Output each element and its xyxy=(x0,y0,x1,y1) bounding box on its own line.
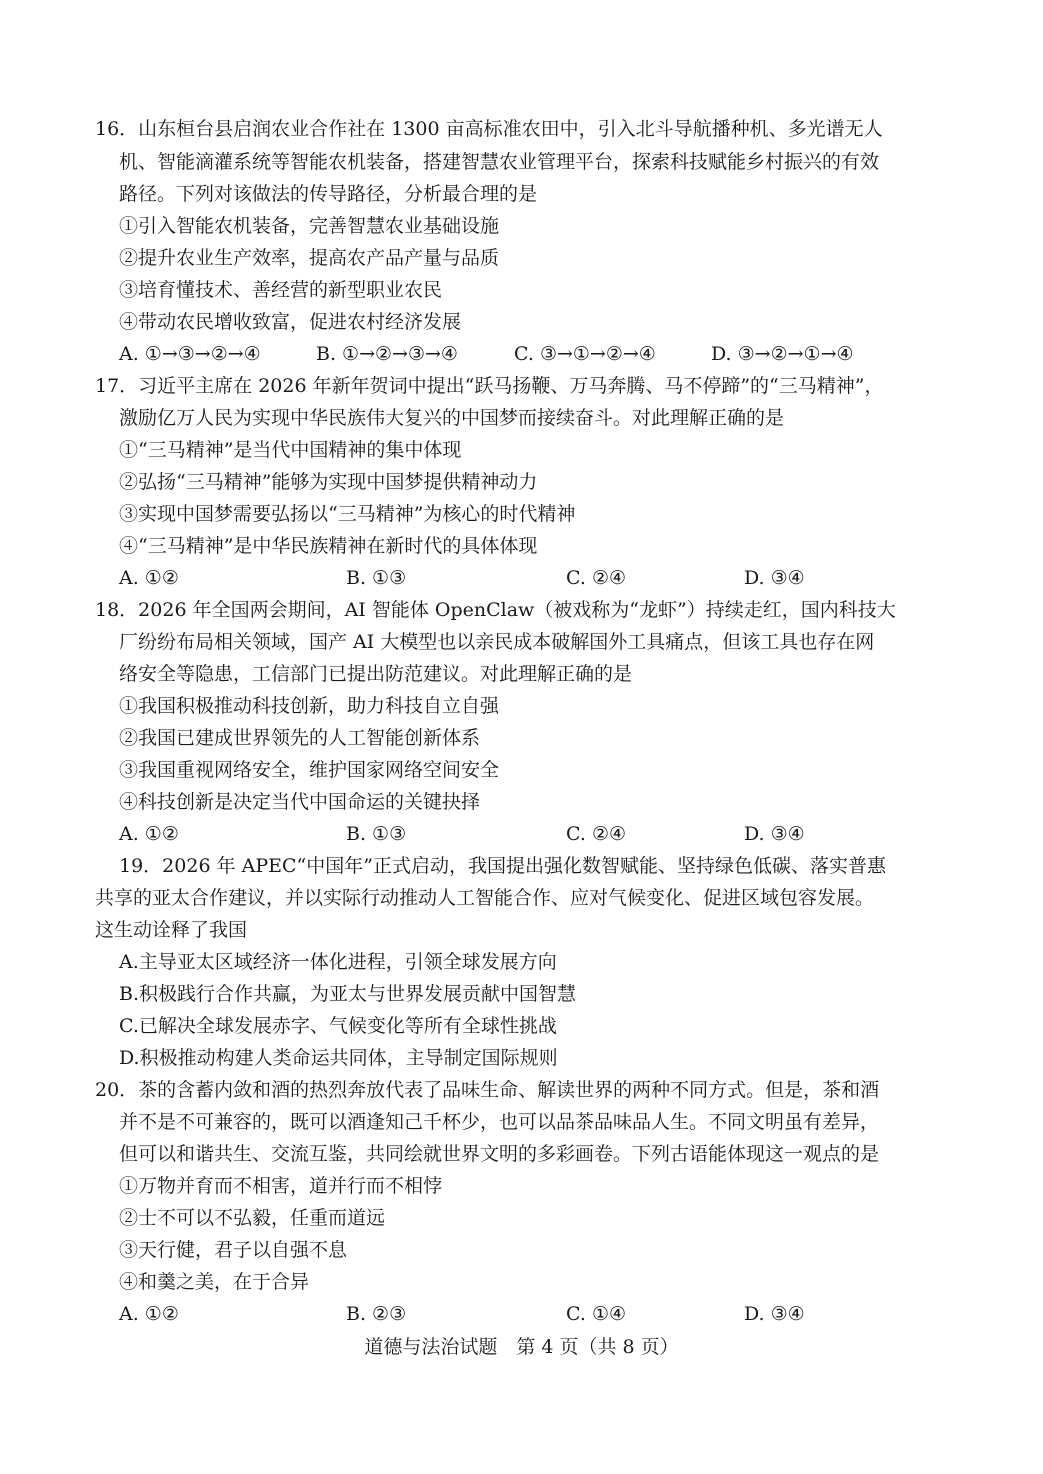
q16-item-3: ③培育懂技术、善经营的新型职业农民 xyxy=(119,279,443,301)
q20-option-b: B. ②③ xyxy=(346,1303,407,1325)
q20-stem-line-3: 但可以和谐共生、交流互鉴，共同绘就世界文明的多彩画卷。下列古语能体现这一观点的是 xyxy=(119,1143,880,1165)
q18-item-1: ①我国积极推动科技创新，助力科技自立自强 xyxy=(119,695,500,717)
q17-item-2: ②弘扬“三马精神”能够为实现中国梦提供精神动力 xyxy=(119,471,538,493)
q16-stem-line-2: 机、智能滴灌系统等智能农机装备，搭建智慧农业管理平台，探索科技赋能乡村振兴的有效 xyxy=(119,151,880,173)
q19-stem-line-1: 19．2026 年 APEC“中国年”正式启动，我国提出强化数智赋能、坚持绿色低碳、落实普惠 xyxy=(119,855,886,877)
q19-stem-line-3: 这生动诠释了我国 xyxy=(95,919,248,941)
q17-item-3: ③实现中国梦需要弘扬以“三马精神”为核心的时代精神 xyxy=(119,503,576,525)
q17-item-1: ①“三马精神”是当代中国精神的集中体现 xyxy=(119,439,462,461)
q20-item-3: ③天行健，君子以自强不息 xyxy=(119,1239,348,1261)
q18-option-a: A. ①② xyxy=(119,823,179,845)
q16-item-4: ④带动农民增收致富，促进农村经济发展 xyxy=(119,311,462,333)
q16-item-1: ①引入智能农机装备，完善智慧农业基础设施 xyxy=(119,215,500,237)
q16-item-2: ②提升农业生产效率，提高农产品产量与品质 xyxy=(119,247,500,269)
q18-stem-line-2: 厂纷纷布局相关领域，国产 AI 大模型也以亲民成本破解国外工具痛点，但该工具也存在网 xyxy=(119,631,875,653)
q17-option-d: D. ③④ xyxy=(744,567,805,589)
q18-item-3: ③我国重视网络安全，维护国家网络空间安全 xyxy=(119,759,500,781)
q16-stem-line-1: 16．山东桓台县启润农业合作社在 1300 亩高标准农田中，引入北斗导航播种机、多光谱无人 xyxy=(95,118,883,140)
q20-option-c: C. ①④ xyxy=(566,1303,627,1325)
q18-stem-line-3: 络安全等隐患，工信部门已提出防范建议。对此理解正确的是 xyxy=(119,663,633,685)
q19-option-a: A.主导亚太区域经济一体化进程，引领全球发展方向 xyxy=(119,951,557,973)
q16-stem-line-3: 路径。下列对该做法的传导路径，分析最合理的是 xyxy=(119,183,538,205)
q16-option-a: A. ①→③→②→④ xyxy=(119,343,261,365)
q17-stem-line-2: 激励亿万人民为实现中华民族伟大复兴的中国梦而接续奋斗。对此理解正确的是 xyxy=(119,407,785,429)
q19-option-b: B.积极践行合作共赢，为亚太与世界发展贡献中国智慧 xyxy=(119,983,577,1005)
q18-item-4: ④科技创新是决定当代中国命运的关键抉择 xyxy=(119,791,481,813)
q17-option-a: A. ①② xyxy=(119,567,179,589)
q19-stem-line-2: 共享的亚太合作建议，并以实际行动推动人工智能合作、应对气候变化、促进区域包容发展。 xyxy=(95,887,875,909)
q18-option-c: C. ②④ xyxy=(566,823,627,845)
q20-item-2: ②士不可以不弘毅，任重而道远 xyxy=(119,1207,386,1229)
q20-option-a: A. ①② xyxy=(119,1303,179,1325)
q19-option-d: D.积极推动构建人类命运共同体，主导制定国际规则 xyxy=(119,1047,558,1069)
q18-stem-line-1: 18．2026 年全国两会期间，AI 智能体 OpenClaw（被戏称为“龙虾”）持续走红，国内科技大 xyxy=(95,599,896,621)
q16-option-c: C. ③→①→②→④ xyxy=(514,343,656,365)
q18-option-b: B. ①③ xyxy=(346,823,407,845)
q16-option-d: D. ③→②→①→④ xyxy=(711,343,854,365)
q20-item-4: ④和羹之美，在于合异 xyxy=(119,1271,310,1293)
q20-stem-line-1: 20．茶的含蓄内敛和酒的热烈奔放代表了品味生命、解读世界的两种不同方式。但是，茶和酒 xyxy=(95,1079,880,1101)
q17-option-b: B. ①③ xyxy=(346,567,407,589)
q18-item-2: ②我国已建成世界领先的人工智能创新体系 xyxy=(119,727,481,749)
q17-stem-line-1: 17．习近平主席在 2026 年新年贺词中提出“跃马扬鞭、万马奔腾、马不停蹄”的“三马精神”， xyxy=(95,375,884,397)
q16-option-b: B. ①→②→③→④ xyxy=(316,343,458,365)
q20-option-d: D. ③④ xyxy=(744,1303,805,1325)
page-footer: 道德与法治试题 第 4 页（共 8 页） xyxy=(364,1336,679,1358)
q18-option-d: D. ③④ xyxy=(744,823,805,845)
q17-option-c: C. ②④ xyxy=(566,567,627,589)
q17-item-4: ④“三马精神”是中华民族精神在新时代的具体体现 xyxy=(119,535,538,557)
q20-stem-line-2: 并不是不可兼容的，既可以酒逢知己千杯少，也可以品茶品味品人生。不同文明虽有差异， xyxy=(119,1111,880,1133)
q19-option-c: C.已解决全球发展赤字、气候变化等所有全球性挑战 xyxy=(119,1015,557,1037)
q20-item-1: ①万物并育而不相害，道并行而不相悖 xyxy=(119,1175,443,1197)
